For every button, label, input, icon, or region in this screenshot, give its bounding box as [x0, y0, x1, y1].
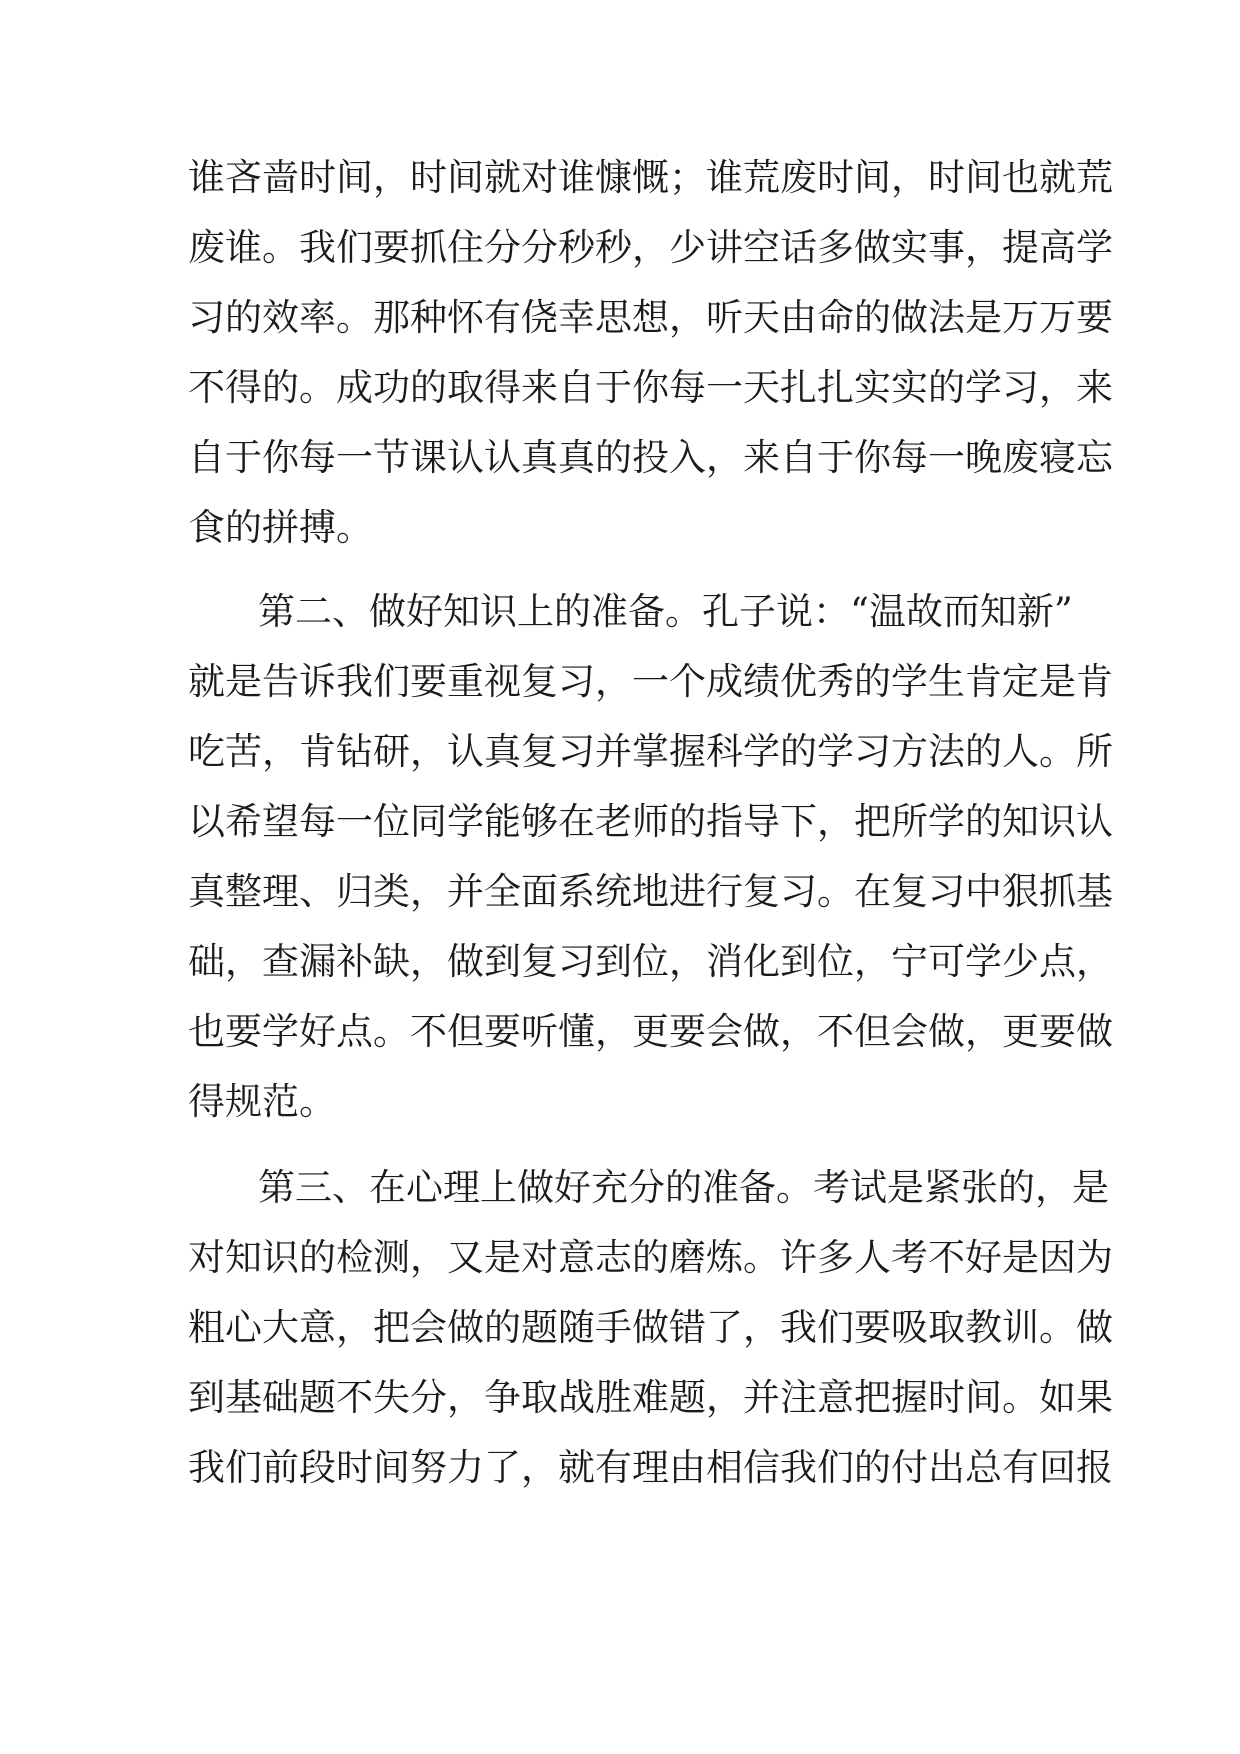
- text-line: 第 二 、 做 好 知 识 上 的 准 备 。 孔 子 说 ： “ 温 故 而 知 新 ”: [258, 590, 1073, 633]
- text-line: 以 希 望 每 一 位 同 学 能 够 在 老 师 的 指 导 下 ， 把 所 学 的 知 识 认: [188, 800, 1113, 843]
- text-line: 第 三 、 在 心 理 上 做 好 充 分 的 准 备 。 考 试 是 紧 张 的 ， 是: [258, 1166, 1109, 1209]
- text-line: 谁 吝 啬 时 间 ， 时 间 就 对 谁 慷 慨 ； 谁 荒 废 时 间 ， 时 间 也 就 荒: [188, 156, 1113, 199]
- text-line: 也 要 学 好 点 。 不 但 要 听 懂 ， 更 要 会 做 ， 不 但 会 做 ， 更 要 做: [188, 1010, 1113, 1053]
- text-line: 食的拼搏。: [188, 506, 373, 549]
- text-line: 础 ， 查 漏 补 缺 ， 做 到 复 习 到 位 ， 消 化 到 位 ， 宁 可 学 少 点 ，: [188, 940, 1113, 983]
- text-line: 真 整 理 、 归 类 ， 并 全 面 系 统 地 进 行 复 习 。 在 复 习 中 狠 抓 基: [188, 870, 1113, 913]
- text-line: 自 于 你 每 一 节 课 认 认 真 真 的 投 入 ， 来 自 于 你 每 一 晚 废 寝 忘: [188, 436, 1113, 479]
- text-line: 废 谁 。 我 们 要 抓 住 分 分 秒 秒 ， 少 讲 空 话 多 做 实 事 ， 提 高 学: [188, 226, 1113, 269]
- text-line: 粗 心 大 意 ， 把 会 做 的 题 随 手 做 错 了 ， 我 们 要 吸 取 教 训 。 做: [188, 1306, 1113, 1349]
- text-line: 到 基 础 题 不 失 分 ， 争 取 战 胜 难 题 ， 并 注 意 把 握 时 间 。 如 果: [188, 1376, 1113, 1419]
- text-line: 我 们 前 段 时 间 努 力 了 ， 就 有 理 由 相 信 我 们 的 付 出 总 有 回 报: [188, 1446, 1113, 1489]
- text-line: 对 知 识 的 检 测 ， 又 是 对 意 志 的 磨 炼 。 许 多 人 考 不 好 是 因 为: [188, 1236, 1113, 1279]
- text-line: 就 是 告 诉 我 们 要 重 视 复 习 ， 一 个 成 绩 优 秀 的 学 生 肯 定 是 肯: [188, 660, 1113, 703]
- text-line: 吃 苦 ， 肯 钻 研 ， 认 真 复 习 并 掌 握 科 学 的 学 习 方 法 的 人 。 所: [188, 730, 1113, 773]
- text-line: 得规范。: [188, 1080, 336, 1123]
- text-line: 不 得 的 。 成 功 的 取 得 来 自 于 你 每 一 天 扎 扎 实 实 的 学 习 ， 来: [188, 366, 1113, 409]
- text-line: 习 的 效 率 。 那 种 怀 有 侥 幸 思 想 ， 听 天 由 命 的 做 法 是 万 万 要: [188, 296, 1113, 339]
